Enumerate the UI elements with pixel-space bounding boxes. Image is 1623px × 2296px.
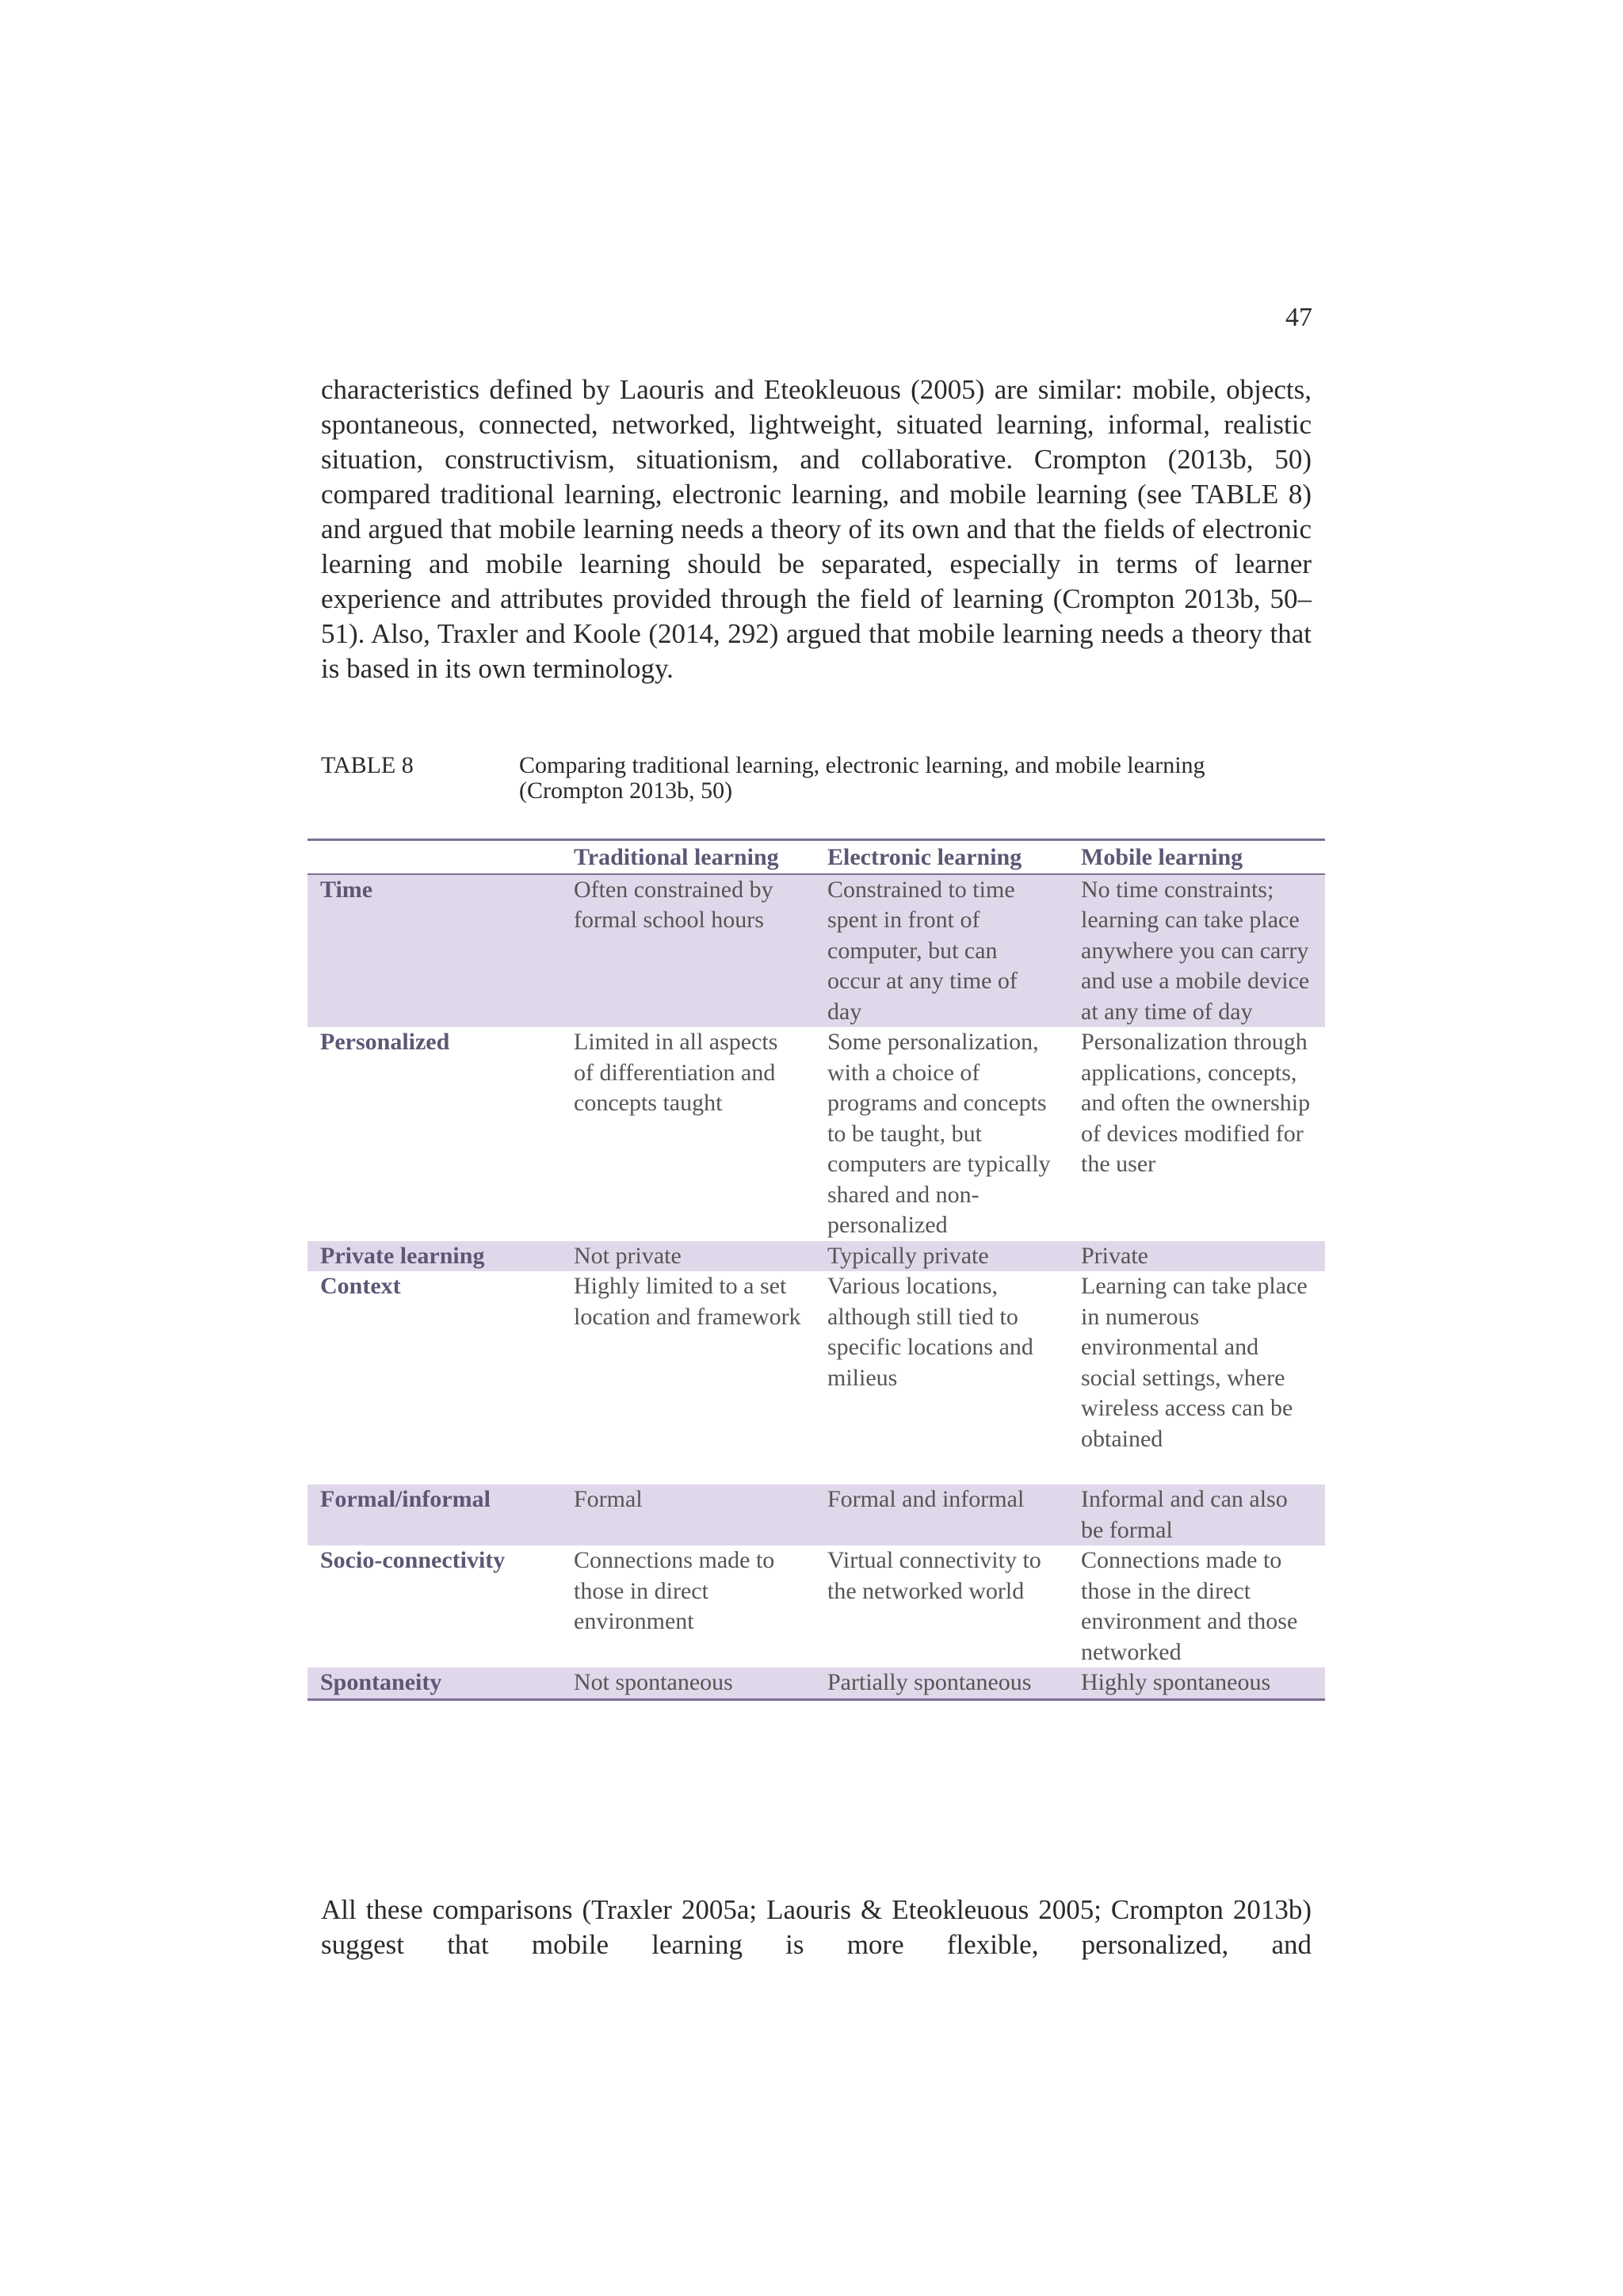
row-label: Private learning xyxy=(307,1241,561,1272)
cell-electronic: Some personalization, with a choice of programs and concepts to be taught, but computers are typically shared and non-personalized xyxy=(827,1029,1051,1238)
table-header-mobile: Mobile learning xyxy=(1068,840,1325,874)
table-row-personalized xyxy=(307,1027,1325,1241)
table-row-private-learning xyxy=(307,1241,1325,1272)
row-label: Personalized xyxy=(320,1029,450,1055)
row-label: Socio-connectivity xyxy=(320,1547,506,1573)
table-spacer-row xyxy=(307,1454,1325,1484)
cell-mobile: Informal and can also be formal xyxy=(1068,1484,1325,1545)
table-header-electronic: Electronic learning xyxy=(815,840,1068,874)
cell-traditional: Limited in all aspects of differentiation and concepts taught xyxy=(574,1029,778,1116)
table-caption-title: Comparing traditional learning, electronic learning, and mobile learning (Crompton 2013b, 50) xyxy=(519,752,1205,804)
cell-traditional: Highly limited to a set location and framework xyxy=(574,1273,801,1330)
cell-mobile: Highly spontaneous xyxy=(1068,1668,1325,1699)
page-number: 47 xyxy=(1285,303,1312,332)
table-caption-label: TABLE 8 xyxy=(321,752,414,778)
cell-electronic: Partially spontaneous xyxy=(815,1668,1068,1699)
cell-electronic: Formal and informal xyxy=(815,1484,1068,1545)
table-row-spontaneity xyxy=(307,1668,1325,1699)
cell-mobile: Connections made to those in the direct environment and those networked xyxy=(1081,1547,1298,1665)
table-row-context xyxy=(307,1271,1325,1454)
cell-traditional: Formal xyxy=(561,1484,815,1545)
cell-traditional: Connections made to those in direct environment xyxy=(574,1547,775,1634)
cell-mobile: Private xyxy=(1068,1241,1325,1272)
cell-electronic: Constrained to time spent in front of computer, but can occur at any time of day xyxy=(815,874,1068,1028)
table-header-traditional: Traditional learning xyxy=(561,840,815,874)
cell-mobile: Learning can take place in numerous environmental and social settings, where wireless access can be obtained xyxy=(1081,1273,1308,1452)
row-label: Context xyxy=(320,1273,401,1299)
table-header-row xyxy=(307,840,1325,874)
cell-electronic: Various locations, although still tied to specific locations and milieus xyxy=(827,1273,1033,1391)
cell-electronic: Typically private xyxy=(815,1241,1068,1272)
table-row-formal-informal xyxy=(307,1484,1325,1545)
row-label: Time xyxy=(307,874,561,1028)
table-row-socio-connectivity xyxy=(307,1545,1325,1668)
row-label: Spontaneity xyxy=(307,1668,561,1699)
row-label: Formal/informal xyxy=(307,1484,561,1545)
cell-traditional: Not private xyxy=(561,1241,815,1272)
cell-traditional: Not spontaneous xyxy=(561,1668,815,1699)
table-header-blank xyxy=(307,840,561,874)
cell-mobile: Personalization through applications, concepts, and often the ownership of devices modified for the user xyxy=(1081,1029,1311,1177)
cell-mobile: No time constraints; learning can take place anywhere you can carry and use a mobile device at any time of day xyxy=(1068,874,1325,1028)
table-row-time xyxy=(307,874,1325,1028)
closing-paragraph: All these comparisons (Traxler 2005a; Laouris & Eteokleuous 2005; Crompton 2013b) suggest that mobile learning is more flexible, personalized, and xyxy=(321,1894,1312,1960)
intro-paragraph: characteristics defined by Laouris and Eteokleuous (2005) are similar: mobile, objects, spontaneous, connected, networked, lightweight, situated learning, informal, realistic situation, constructivism, situationism, and collaborative. Crompton (2013b, 50) compared traditional learning, electronic learning, and mobile learning (see TABLE 8) and argued that mobile learning needs a theory of its own and that the fields of electronic learning and mobile learning should be separated, especially in terms of learner experience and attributes provided through the field of learning (Crompton 2013b, 50–51). Also, Traxler and Koole (2014, 292) argued that mobile learning needs a theory that is based in its own terminology. xyxy=(321,374,1312,684)
comparison-table xyxy=(307,839,1325,1701)
cell-traditional: Often constrained by formal school hours xyxy=(561,874,815,1028)
cell-electronic: Virtual connectivity to the networked world xyxy=(827,1547,1041,1604)
